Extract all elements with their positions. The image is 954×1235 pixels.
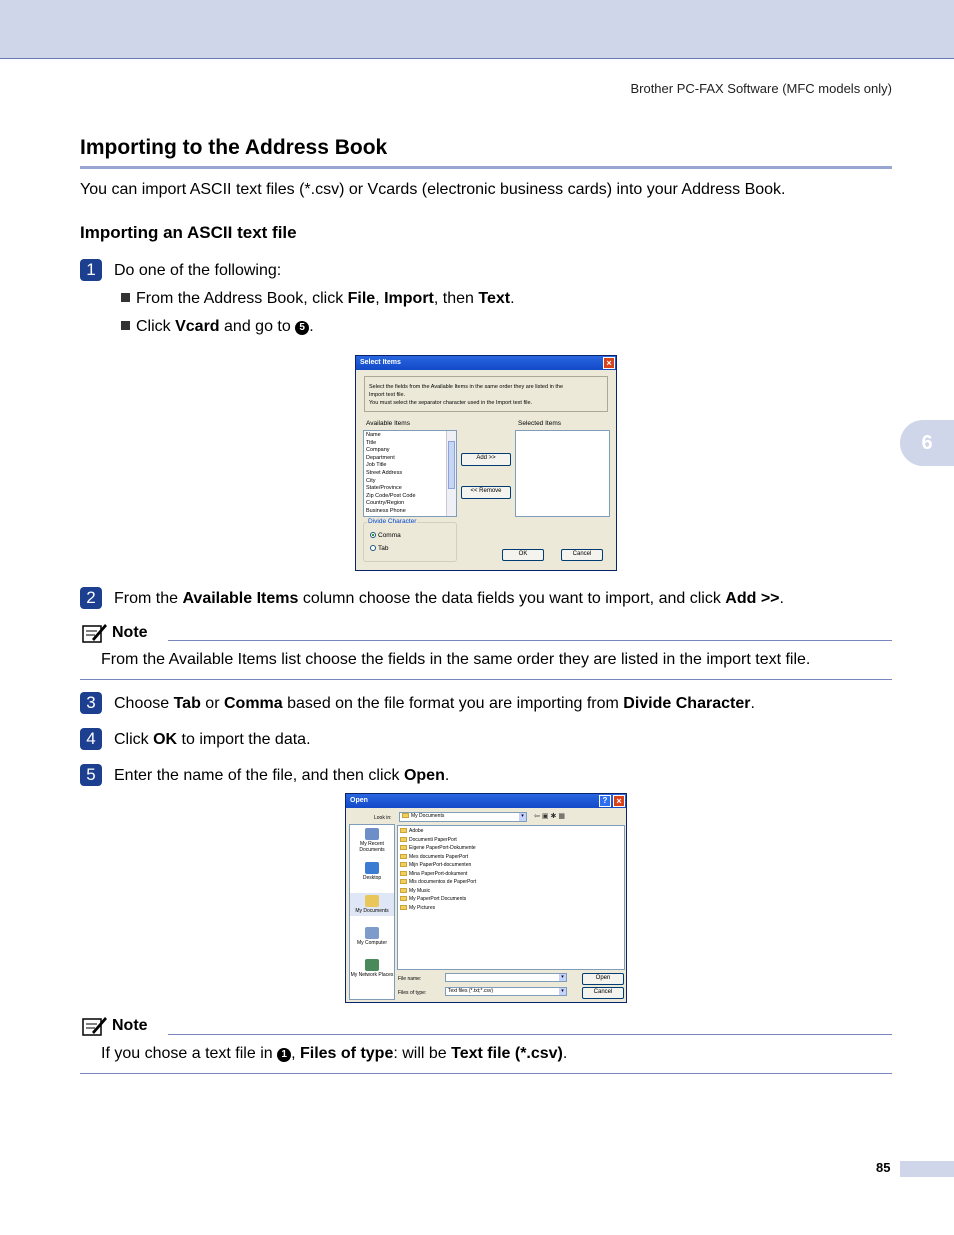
folder-icon <box>400 871 407 876</box>
available-label: Available Items <box>366 420 410 427</box>
divide-character-label: Divide Character <box>368 518 417 525</box>
open-button[interactable]: Open <box>582 973 624 985</box>
step-4-number: 4 <box>80 728 102 750</box>
step-3-number: 3 <box>80 692 102 714</box>
intro-text: You can import ASCII text files (*.csv) or Vcards (electronic business cards) into your Address Book. <box>80 181 786 198</box>
list-item[interactable]: Country/Region <box>366 500 405 507</box>
chevron-down-icon[interactable]: ▾ <box>519 813 526 821</box>
folder-item[interactable] <box>400 844 622 853</box>
divide-character-group <box>363 522 457 562</box>
step-4-text: Click OK to import the data. <box>114 731 311 748</box>
file-type-select[interactable]: Text files (*.txt;*.csv) ▾ <box>445 987 567 996</box>
file-name-label: File name: <box>398 976 422 982</box>
my-computer-icon <box>365 927 379 939</box>
desktop-icon <box>365 862 379 874</box>
folder-label: Mes documents PaperPort <box>409 853 469 860</box>
place-recent[interactable]: My Recent Documents <box>350 828 394 853</box>
folder-item[interactable] <box>400 895 622 904</box>
note-1-bottom-rule <box>80 679 892 680</box>
folder-item[interactable] <box>400 870 622 879</box>
place-desktop[interactable]: Desktop <box>350 862 394 881</box>
selected-items-list[interactable] <box>515 430 610 517</box>
info-line: You must select the separator character used in the Import text file. <box>369 400 533 406</box>
step-1-text: Do one of the following: <box>114 262 282 279</box>
add-button[interactable]: Add >> <box>461 453 511 466</box>
folder-icon <box>400 905 407 910</box>
folder-item[interactable] <box>400 887 622 896</box>
available-items-list[interactable] <box>363 430 457 517</box>
info-line: Import text file. <box>369 392 406 398</box>
note-1-text: From the Available Items list choose the fields in the same order they are listed in the import text file. <box>101 651 811 668</box>
folder-icon <box>400 854 407 859</box>
back-icon[interactable]: ⇦ <box>534 813 542 820</box>
help-icon[interactable]: ? <box>599 795 611 807</box>
folder-item[interactable] <box>400 861 622 870</box>
page-number: 85 <box>876 1160 891 1175</box>
step-ref-icon: 5 <box>295 321 309 335</box>
folder-icon <box>400 879 407 884</box>
step-2-text: From the Available Items column choose the data fields you want to import, and click Add >>. <box>114 590 784 607</box>
dialog-titlebar: Open ? × <box>346 794 626 808</box>
scrollbar[interactable] <box>446 431 456 516</box>
folder-icon <box>400 837 407 842</box>
list-item[interactable]: Department <box>366 454 395 461</box>
folder-item[interactable] <box>400 878 622 887</box>
note-2-text: If you chose a text file in 1 , Files of type: will be Text file (*.csv). <box>101 1045 568 1062</box>
selected-label: Selected Items <box>518 420 561 427</box>
header-band <box>0 0 954 59</box>
scroll-thumb[interactable] <box>448 441 455 489</box>
dialog-titlebar: Select Items × <box>356 356 616 370</box>
list-item[interactable]: Business Phone <box>366 507 406 514</box>
note-1-rule <box>168 640 892 641</box>
bullet-icon <box>121 293 130 302</box>
place-my-documents[interactable]: My Documents <box>350 893 394 916</box>
folder-item[interactable] <box>400 827 622 836</box>
folder-list[interactable] <box>397 825 625 970</box>
file-name-input[interactable] <box>445 973 567 982</box>
step-5-text: Enter the name of the file, and then click Open. <box>114 767 450 784</box>
step-ref-icon: 1 <box>277 1048 291 1062</box>
ok-button[interactable]: OK <box>502 549 544 561</box>
note-2-heading: Note <box>82 1015 148 1037</box>
place-my-computer[interactable]: My Computer <box>350 927 394 946</box>
folder-label: Mis documentos de PaperPort <box>409 879 477 885</box>
folder-label: Adobe <box>409 828 424 834</box>
folder-item[interactable] <box>400 853 622 862</box>
comma-option[interactable]: Comma <box>370 532 401 539</box>
remove-button[interactable]: << Remove <box>461 486 511 499</box>
folder-label: My Music <box>409 887 431 894</box>
views-icon[interactable]: ▦ <box>558 813 567 820</box>
page-number-bar <box>900 1161 954 1177</box>
place-network[interactable]: My Network Places <box>350 959 394 978</box>
look-in-select[interactable]: My Documents ▾ <box>399 812 527 822</box>
subsection-title: Importing an ASCII text file <box>80 223 297 242</box>
list-item[interactable]: Title <box>366 439 377 446</box>
info-box <box>364 376 608 412</box>
network-places-icon <box>365 959 379 971</box>
folder-label: Documenti PaperPort <box>409 836 457 843</box>
note-2-bottom-rule <box>80 1073 892 1074</box>
bullet-file-import: From the Address Book, click File, Import, then Text. <box>121 289 515 309</box>
folder-icon <box>400 845 407 850</box>
chevron-down-icon[interactable]: ▾ <box>559 988 566 995</box>
folder-icon <box>400 862 407 867</box>
list-item[interactable]: Street Address <box>366 469 403 476</box>
info-line: Select the fields from the Available Items in the same order they are listed in the <box>369 384 564 390</box>
note-2-rule <box>168 1034 892 1035</box>
section-title: Importing to the Address Book <box>80 136 388 159</box>
folder-item[interactable] <box>400 836 622 845</box>
list-item[interactable]: State/Province <box>366 485 402 492</box>
radio-icon[interactable] <box>370 545 376 551</box>
bullet-icon <box>121 321 130 330</box>
list-item[interactable]: City <box>366 477 376 484</box>
close-icon[interactable]: × <box>603 357 615 369</box>
cancel-button[interactable]: Cancel <box>582 987 624 999</box>
list-item[interactable]: Name <box>366 432 381 438</box>
toolbar-icons[interactable] <box>534 812 567 820</box>
cancel-button[interactable]: Cancel <box>561 549 603 561</box>
note-1-heading: Note <box>82 622 148 644</box>
step-1-number: 1 <box>80 259 102 281</box>
select-items-dialog <box>355 355 617 571</box>
list-item[interactable]: Company <box>366 447 390 454</box>
folder-label: My Pictures <box>409 904 436 911</box>
my-documents-icon <box>365 895 379 907</box>
folder-label: Mina PaperPort-dokument <box>409 870 468 877</box>
new-folder-icon[interactable]: ✱ <box>550 813 559 820</box>
title-rule <box>80 166 892 169</box>
note-pencil-icon <box>82 622 108 644</box>
folder-label: Eigene PaperPort-Dokumente <box>409 845 476 851</box>
tab-option[interactable]: Tab <box>370 545 388 552</box>
chapter-tab: 6 <box>900 420 954 466</box>
step-2-number: 2 <box>80 587 102 609</box>
folder-item[interactable] <box>400 904 622 913</box>
list-item[interactable]: Zip Code/Post Code <box>366 492 416 499</box>
close-icon[interactable]: × <box>613 795 625 807</box>
list-item[interactable]: Job Title <box>366 462 387 469</box>
open-dialog <box>345 793 627 1003</box>
folder-icon <box>400 828 407 833</box>
folder-icon <box>400 888 407 893</box>
folder-icon <box>402 813 409 818</box>
folder-label: Mijn PaperPort-documenten <box>409 862 472 868</box>
up-folder-icon[interactable]: ▣ <box>541 813 551 820</box>
recent-documents-icon <box>365 828 379 840</box>
file-type-label: Files of type: <box>398 990 427 996</box>
step-5-number: 5 <box>80 764 102 786</box>
look-in-label: Look in: <box>374 815 392 821</box>
bullet-vcard: Click Vcard and go to 5 . <box>121 317 314 337</box>
running-title: Brother PC-FAX Software (MFC models only) <box>630 81 892 96</box>
step-3-text: Choose Tab or Comma based on the file format you are importing from Divide Character. <box>114 695 755 712</box>
radio-selected-icon[interactable] <box>370 532 376 538</box>
chevron-down-icon[interactable]: ▾ <box>559 974 566 981</box>
note-pencil-icon <box>82 1015 108 1037</box>
folder-label: My PaperPort Documents <box>409 896 467 902</box>
folder-icon <box>400 896 407 901</box>
